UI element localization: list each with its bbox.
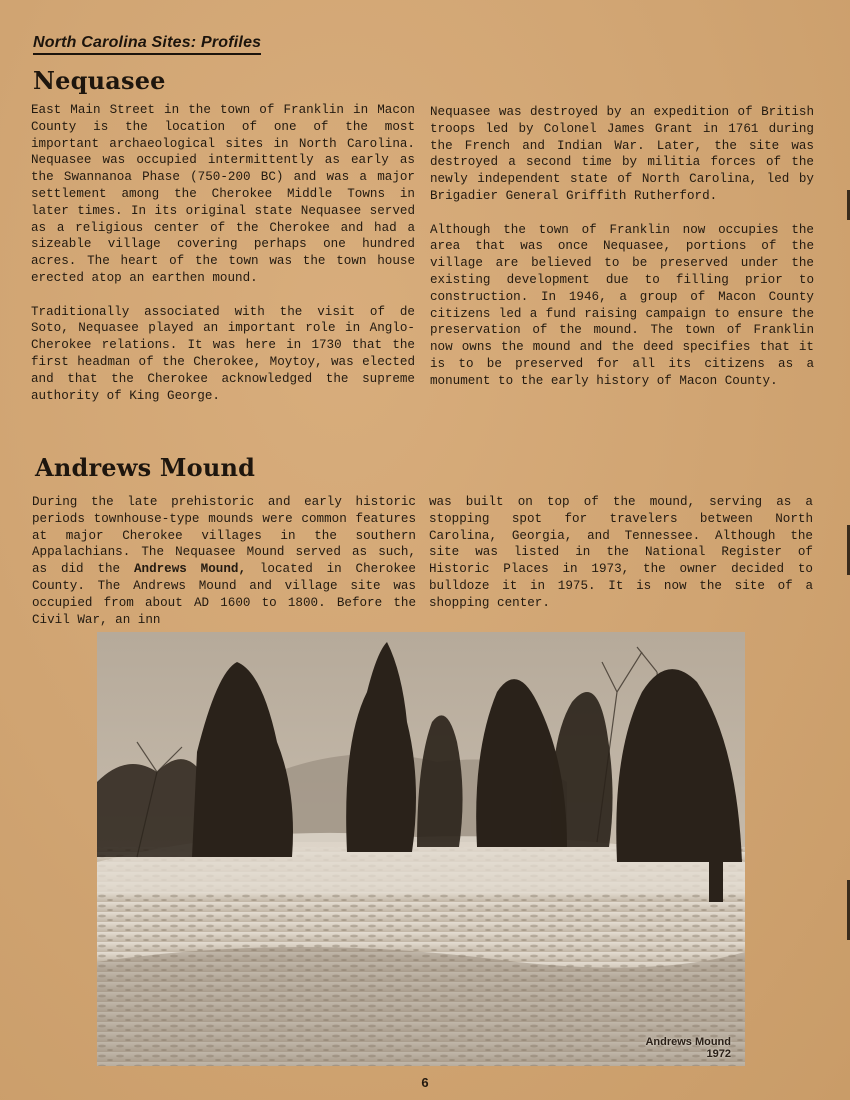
andrews-paragraph-2: was built on top of the mound, serving as a stopping spot for travelers between North Carolina, Georgia, and Tennessee. Although the site was listed in the National Register of Historic Places in 1973, the owner decided to bulldoze it in 1975. It is now the site of a shopping center.: [429, 495, 813, 610]
andrews-left-column: [32, 494, 416, 628]
andrews-text-after: located in Cherokee County. The Andrews Mound and village site was occupied from about AD 1600 to 1800. Before the Civil War, an inn: [32, 562, 416, 627]
section-label: North Carolina Sites: Profiles: [33, 34, 261, 55]
andrews-mound-photo: [97, 632, 745, 1066]
andrews-mound-heading: Andrews Mound: [35, 453, 256, 482]
photo-caption-year: 1972: [706, 1048, 731, 1060]
nequasee-left-column: [31, 102, 415, 404]
nequasee-paragraph-2: Traditionally associated with the visit of de Soto, Nequasee played an important role in Anglo-Cherokee relations. It was here in 1730 that the first headman of the Cherokee, Moytoy, was elected and that the Cherokee acknowledged the supreme authority of King George.: [31, 304, 415, 403]
nequasee-paragraph-3: Nequasee was destroyed by an expedition of British troops led by Colonel James Grant in 1761 during the French and Indian War. Later, the site was destroyed a second time by militia forces of the newly independent state of North Carolina, led by Brigadier General Griffith Rutherford.: [430, 105, 814, 203]
andrews-right-column: [429, 494, 813, 612]
nequasee-heading: Nequasee: [33, 66, 166, 95]
page-number: 6: [421, 1075, 429, 1090]
nequasee-paragraph-4: Although the town of Franklin now occupies the area that was once Nequasee, portions of the village are believed to be preserved under the existing development due to filling prior to construction. In 1946, a group of Macon County citizens led a fund raising campaign to ensure the preservation of the mound. The town of Franklin now owns the mound and the deed specifies that it is to be preserved for all its citizens as a monument to the early history of Macon County.: [430, 222, 814, 388]
andrews-text-before: During the late prehistoric and early historic periods townhouse-type mounds were common features at major Cherokee villages in the southern Appalachians. The Nequasee Mound served as such, as did the: [32, 495, 416, 577]
nequasee-paragraph-1: East Main Street in the town of Franklin in Macon County is the location of one of the most important archaeological sites in North Carolina. Nequasee was occupied intermittently as early as the Swannanoa Phase (750-200 BC) and was a major settlement among the Cherokee Middle Towns in later times. In its original state Nequasee served as a religious center of the Cherokee and had a sizeable village covering perhaps one hundred acres. The heart of the town was the town house erected atop an earthen mound.: [31, 103, 415, 285]
andrews-mound-bold-term: Andrews Mound,: [133, 562, 247, 577]
andrews-paragraph-1: [32, 494, 416, 628]
photo-caption-title: Andrews Mound: [645, 1036, 731, 1048]
photo-caption: [645, 1036, 731, 1060]
nequasee-right-column: [430, 104, 814, 390]
photo-illustration: [97, 632, 745, 1066]
